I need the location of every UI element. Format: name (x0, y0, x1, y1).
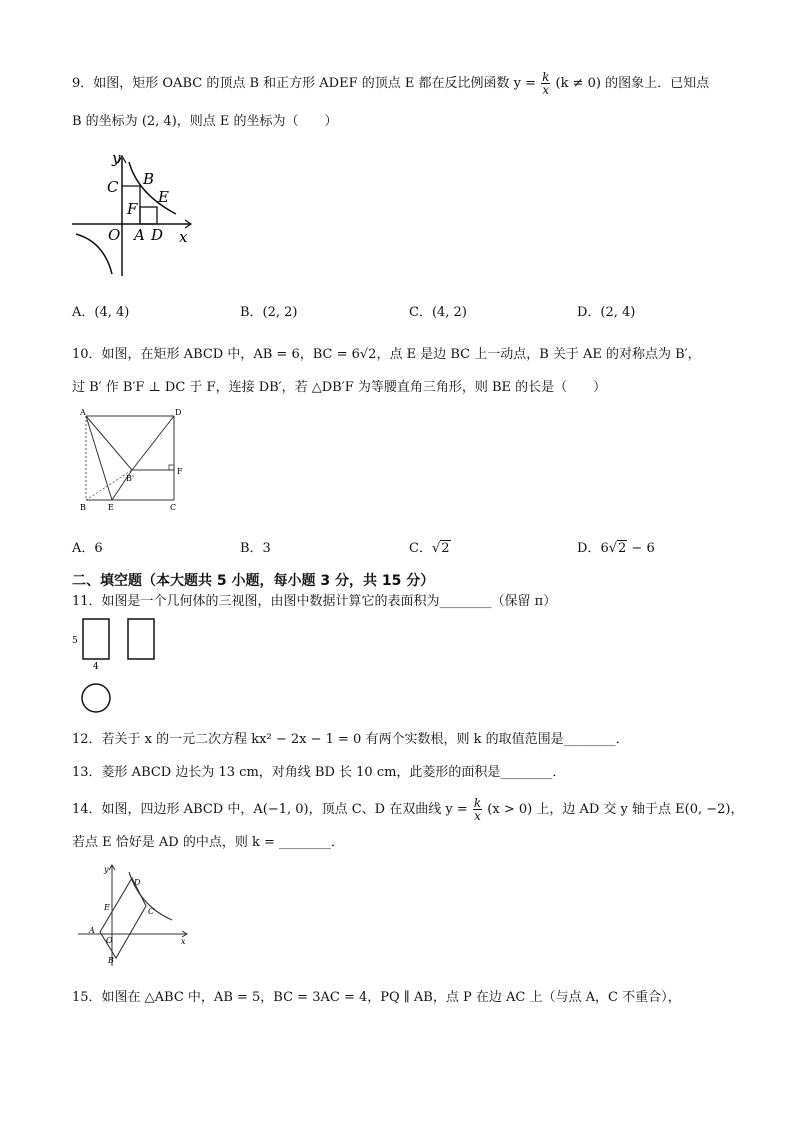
q9-label-a: A (134, 226, 145, 244)
q11-text: 11．如图是一个几何体的三视图，由图中数据计算它的表面积为________（保留 π） (72, 594, 557, 609)
q11-label-height: 5 (72, 636, 78, 646)
q11-top-view (82, 684, 110, 712)
q10-figure (76, 406, 186, 514)
q10-label-d: D (175, 408, 182, 417)
q10-option-d[interactable]: D．6√2 − 6 (577, 541, 655, 556)
q10-option-b[interactable]: B．3 (240, 541, 271, 556)
q14-label-d: D (134, 878, 141, 887)
q9-option-d[interactable]: D．(2, 4) (577, 305, 636, 320)
q9-hyperbola-left (76, 234, 112, 274)
q10-option-d-tail: − 6 (627, 541, 655, 556)
q9-fraction (541, 71, 550, 96)
q9-text-a: 9．如图，矩形 OABC 的顶点 B 和正方形 ADEF 的顶点 E 都在反比例函数 y = (72, 76, 536, 91)
q10-label-c: C (170, 503, 177, 512)
q11-side-view (128, 619, 154, 659)
q9-text-b: (k ≠ 0) 的图象上．已知点 (555, 76, 710, 91)
q13-text: 13．菱形 ABCD 边长为 13 cm，对角线 BD 长 10 cm，此菱形的面积是________． (72, 765, 566, 780)
q10-option-d-radicand: 2 (618, 541, 627, 556)
q9-square-adef (140, 207, 157, 224)
q9-label-d: D (151, 226, 164, 244)
q14-label-e: E (104, 903, 110, 912)
q9-label-y: y (112, 152, 121, 167)
q12-text: 12．若关于 x 的一元二次方程 kx² − 2x − 1 = 0 有两个实数根，则 k 的取值范围是________． (72, 732, 629, 747)
q9-frac-den: x (542, 83, 550, 97)
q9-option-c[interactable]: C．(4, 2) (409, 305, 467, 320)
q9-label-b: B (143, 170, 155, 188)
q14-label-y: y (104, 865, 109, 874)
q14-frac-num: k (473, 796, 482, 810)
q9-options (72, 301, 732, 319)
q9-figure (72, 152, 197, 280)
q10-label-b: B (80, 503, 86, 512)
q11-front-view (83, 619, 109, 659)
q10-option-c-label: C． (409, 541, 432, 556)
q9-option-a[interactable]: A．(4, 4) (72, 305, 130, 320)
q10-label-b-prime: B' (126, 474, 135, 483)
q10-line-db-prime (132, 416, 174, 470)
q14-line2: 若点 E 恰好是 AD 的中点，则 k = ________． (72, 835, 344, 850)
q9-label-x: x (179, 228, 188, 246)
q9-frac-num: k (542, 70, 550, 84)
q14-label-a: A (89, 926, 95, 935)
q14-fraction (473, 797, 482, 822)
q10-line1: 10．如图，在矩形 ABCD 中，AB = 6，BC = 6√2，点 E 是边 BC 上一动点，B 关于 AE 的对称点为 B′， (72, 347, 701, 362)
q14-quadrilateral-abcd (100, 878, 146, 958)
q14-text-b: (x > 0) 上，边 AD 交 y 轴于点 E(0, −2)， (487, 802, 744, 817)
q10-option-a[interactable]: A．6 (72, 541, 103, 556)
q11-label-width: 4 (93, 662, 99, 672)
q14-text-a: 14．如图，四边形 ABCD 中，A(−1, 0)，顶点 C、D 在双曲线 y = (72, 802, 468, 817)
q10-option-c[interactable]: C．√2 (409, 541, 450, 556)
q15-text: 15．如图在 △ABC 中，AB = 5，BC = 3AC = 4，PQ ∥ AB，点 P 在边 AC 上（与点 A，C 不重合）， (72, 990, 681, 1005)
q9-line2: B 的坐标为 (2, 4)，则点 E 的坐标为（ ） (72, 114, 338, 129)
q10-line2: 过 B′ 作 B′F ⊥ DC 于 F，连接 DB′，若 △DB′F 为等腰直角三角形，则 BE 的长是（ ） (72, 380, 607, 395)
q10-label-e: E (108, 503, 114, 512)
q10-label-f: F (177, 467, 183, 476)
q10-line-ab-prime (86, 416, 132, 470)
q14-label-b: B (108, 956, 114, 965)
q14-label-o: O (106, 936, 113, 945)
q9-label-c: C (107, 178, 119, 196)
q10-option-d-coef: 6 (600, 541, 609, 556)
q9-label-e: E (158, 188, 169, 206)
q14-figure (74, 862, 194, 968)
q14-frac-den: x (474, 809, 481, 823)
q10-options (72, 537, 732, 555)
q14-line1 (72, 797, 743, 822)
q10-label-a: A (80, 408, 86, 417)
q9-label-o: O (108, 226, 121, 244)
q11-figure (70, 614, 170, 720)
q14-label-x: x (181, 937, 186, 946)
q10-line-ae (86, 416, 112, 500)
q9-line1 (72, 71, 709, 96)
q14-label-c: C (148, 907, 155, 916)
q10-right-angle-mark (169, 465, 174, 470)
q10-option-d-label: D． (577, 541, 601, 556)
q10-option-c-radicand: 2 (441, 541, 450, 556)
q9-label-f: F (127, 200, 138, 218)
section-2-heading: 二、填空题（本大题共 5 小题，每小题 3 分，共 15 分） (72, 573, 435, 589)
q9-option-b[interactable]: B．(2, 2) (240, 305, 298, 320)
